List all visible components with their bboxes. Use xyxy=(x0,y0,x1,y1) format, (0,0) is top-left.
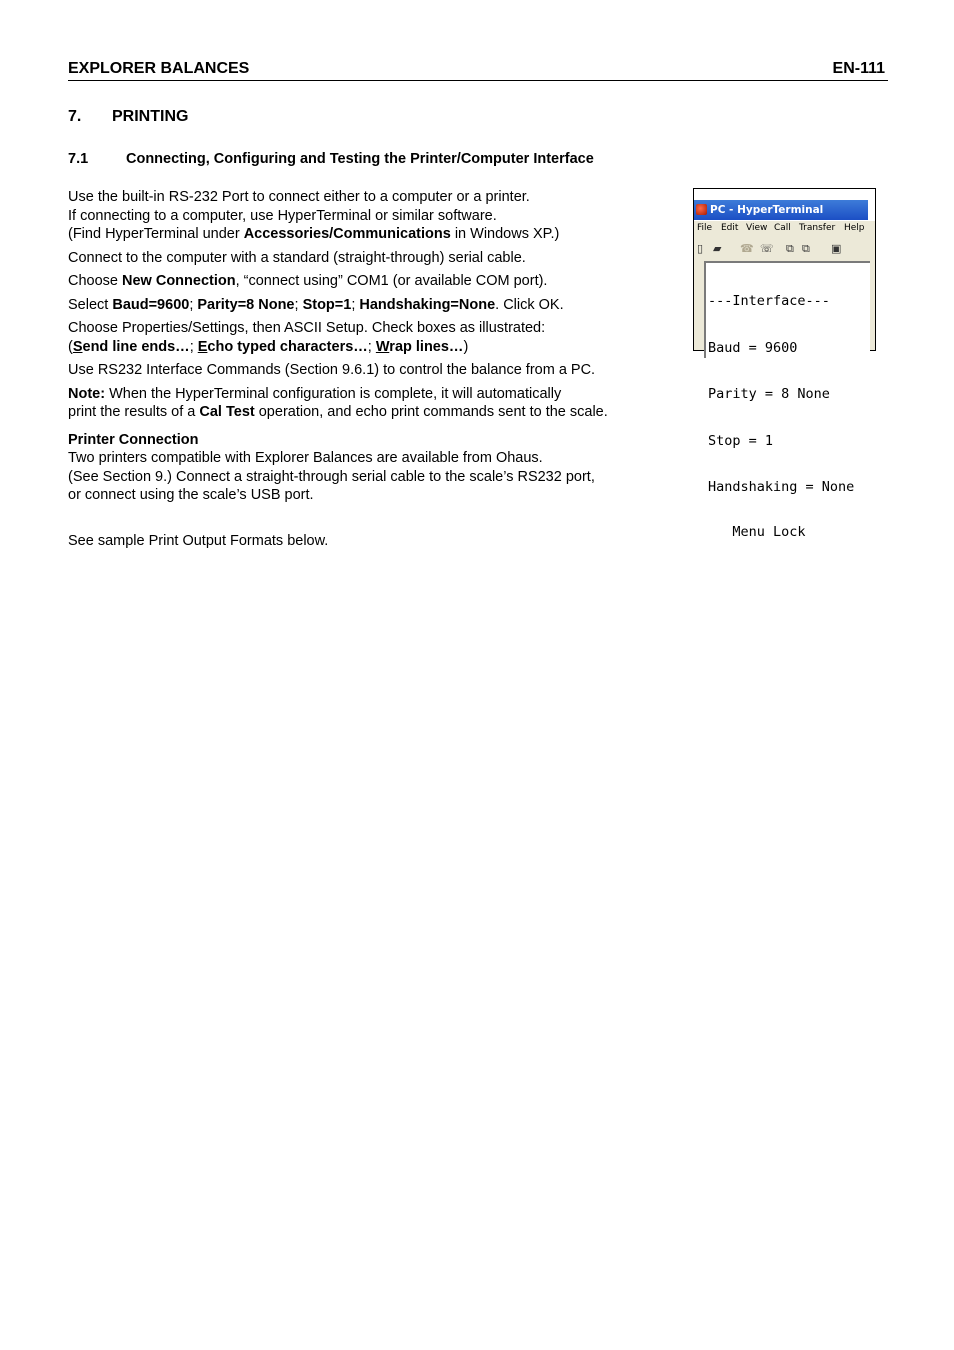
text-span: ) xyxy=(463,338,469,355)
text-span: in Windows XP.) xyxy=(450,226,560,242)
text-span: ; xyxy=(294,296,303,313)
body-text xyxy=(68,188,688,555)
text-line: Use the built-in RS-232 Port to connect either to a computer or a printer. xyxy=(68,189,530,205)
screen-line: Stop = 1 xyxy=(708,432,774,449)
paragraph-interface-commands: Use RS232 Interface Commands (Section 9.6.1) to control the balance from a PC. xyxy=(68,362,596,378)
section-heading xyxy=(68,108,188,126)
bold-term: New Connection xyxy=(122,273,236,289)
bold-term: end line ends… xyxy=(82,338,190,355)
text-line: or connect using the scale’s USB port. xyxy=(68,487,314,503)
text-span: . Click OK. xyxy=(495,296,564,313)
header-title: EXPLORER BALANCES xyxy=(68,60,250,77)
page-header xyxy=(68,58,888,81)
note-label: Note: xyxy=(68,385,106,402)
send-icon[interactable]: ⧉ xyxy=(786,242,794,255)
text-line: (See Section 9.) Connect a straight-through serial cable to the scale’s RS232 port, xyxy=(68,468,595,485)
new-file-icon[interactable]: ▯ xyxy=(697,242,704,255)
screen-line: ---Interface--- xyxy=(708,293,830,309)
paragraph-ascii-setup xyxy=(68,319,688,356)
screen-line: Menu Lock xyxy=(708,523,806,540)
text-line: Two printers compatible with Explorer Balances are available from Ohaus. xyxy=(68,450,543,466)
hyperterminal-menubar xyxy=(694,222,875,237)
paragraph-settings xyxy=(68,296,688,315)
open-folder-icon[interactable]: ▰ xyxy=(713,242,722,255)
bold-term: cho typed characters… xyxy=(207,338,368,355)
bold-term: Stop=1 xyxy=(302,296,352,313)
paragraph-new-connection xyxy=(68,272,688,291)
printer-connection-heading: Printer Connection xyxy=(68,431,199,448)
page-number: EN-111 xyxy=(832,60,885,77)
menu-view[interactable]: View xyxy=(746,223,768,233)
section-number: 7. xyxy=(68,108,82,125)
connect-icon[interactable]: ☎ xyxy=(740,242,754,255)
text-span: ; xyxy=(189,296,198,313)
bold-term: Accessories/Communications xyxy=(243,226,451,242)
text-span: ; xyxy=(367,338,376,355)
text-span: When the HyperTerminal configuration is complete, it will automatically xyxy=(105,385,562,402)
text-span: , “connect using” COM1 (or available COM port). xyxy=(235,273,548,289)
text-span: operation, and echo print commands sent to the scale. xyxy=(254,404,608,420)
bold-term: Baud=9600 xyxy=(112,296,190,313)
hyperterminal-toolbar xyxy=(694,240,875,258)
paragraph-see-sample: See sample Print Output Formats below. xyxy=(68,532,329,549)
subsection-heading xyxy=(68,151,594,167)
menu-call[interactable]: Call xyxy=(774,223,791,233)
paragraph-rs232 xyxy=(68,188,688,244)
hyperterminal-app-icon xyxy=(696,204,707,215)
screen-line: Handshaking = None xyxy=(708,479,855,495)
bold-term: Parity=8 None xyxy=(197,296,295,313)
menu-edit[interactable]: Edit xyxy=(721,223,739,233)
properties-icon[interactable]: ▣ xyxy=(831,242,842,255)
spacer xyxy=(68,510,688,532)
subsection-number: 7.1 xyxy=(68,151,89,167)
hyperterminal-screen[interactable] xyxy=(704,261,870,540)
text-span: ( xyxy=(68,338,73,355)
subsection-title: Connecting, Configuring and Testing the Printer/Computer Interface xyxy=(126,151,594,167)
disconnect-icon[interactable]: ☏ xyxy=(760,242,774,255)
text-span: Select xyxy=(68,296,113,313)
underlined-letter: E xyxy=(197,338,208,355)
menu-transfer[interactable]: Transfer xyxy=(799,223,836,233)
paragraph-note xyxy=(68,385,688,422)
text-span: print the results of a xyxy=(68,404,200,420)
bold-term: rap lines… xyxy=(389,338,464,355)
paragraph-printer-connection xyxy=(68,431,688,505)
text-line: Choose Properties/Settings, then ASCII Setup. Check boxes as illustrated: xyxy=(68,320,546,336)
hyperterminal-title: PC - HyperTerminal xyxy=(710,204,824,216)
hyperterminal-titlebar xyxy=(694,200,868,220)
text-span: (Find HyperTerminal under xyxy=(68,226,244,242)
underlined-letter: W xyxy=(375,338,390,355)
text-line: If connecting to a computer, use HyperTerminal or similar software. xyxy=(68,207,497,224)
underlined-letter: S xyxy=(72,338,83,355)
menu-help[interactable]: Help xyxy=(844,223,865,233)
screen-line: Parity = 8 None xyxy=(708,386,830,402)
receive-icon[interactable]: ⧉ xyxy=(802,242,810,255)
menu-file[interactable]: File xyxy=(697,223,713,233)
screen-line: Baud = 9600 xyxy=(708,339,798,356)
section-title: PRINTING xyxy=(112,108,189,125)
text-span: ; xyxy=(351,296,360,313)
bold-term: Cal Test xyxy=(199,404,255,420)
text-span: Choose xyxy=(68,273,123,289)
hyperterminal-title-area xyxy=(694,189,875,221)
hyperterminal-screenshot xyxy=(693,188,876,540)
paragraph-cable: Connect to the computer with a standard (straight-through) serial cable. xyxy=(68,249,526,266)
text-span: ; xyxy=(189,338,198,355)
bold-term: Handshaking=None xyxy=(359,296,496,313)
